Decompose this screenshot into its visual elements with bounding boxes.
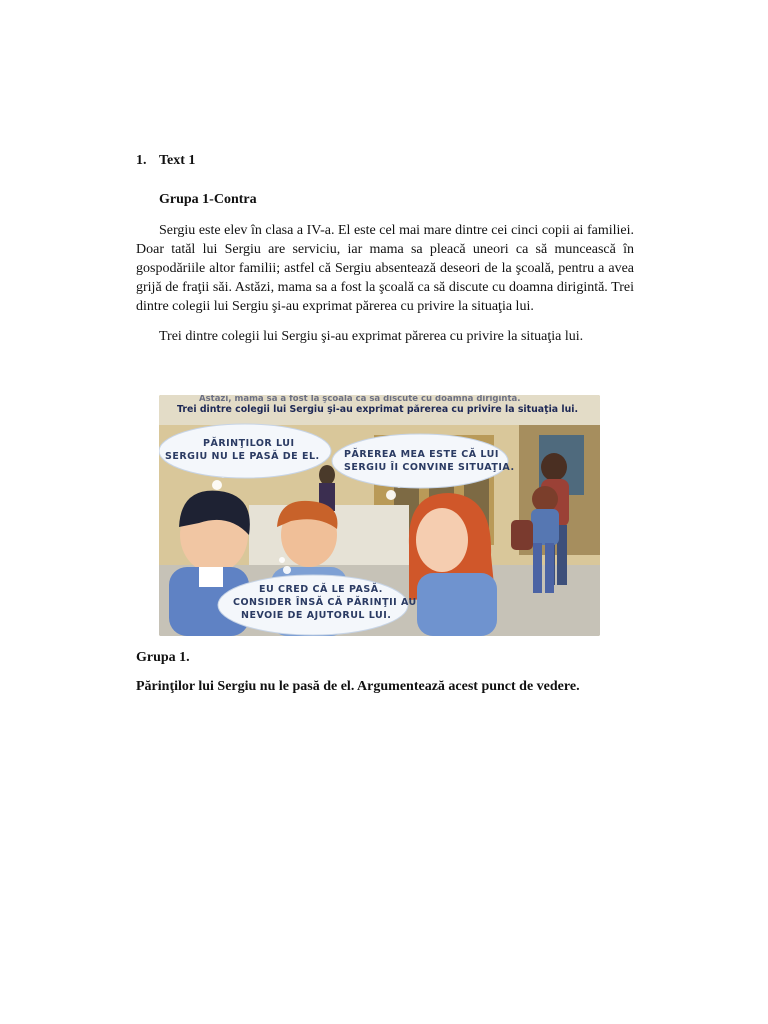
bubble-3-line-2: CONSIDER ÎNSĂ CĂ PĂRINŢII AU	[233, 597, 417, 608]
group-heading: Grupa 1-Contra	[159, 192, 257, 207]
story-paragraph: Sergiu este elev în clasa a IV-a. El este cel mai mare dintre cei cinci copii ai familiei. Doar tatăl lui Sergiu are serviciu, iar mama sa pleacă uneori ca să muncească în gospodăriile altor familii; astfel că Sergiu absentează deseori de la şcoală, pentru a avea grijă de fraţii săi. Astăzi, mama sa a fost la şcoală ca să discute cu doamna dirigintă. Trei dintre colegii lui Sergiu şi-au exprimat părerea cu privire la situaţia lui.	[136, 223, 634, 314]
illustration-caption-partial: Astăzi, mama sa a fost la şcoală ca să discute cu doamna dirigintă.	[199, 395, 521, 404]
list-number: 1.	[136, 153, 147, 168]
bubble-3-line-3: NEVOIE DE AJUTORUL LUI.	[241, 610, 392, 621]
bubble-1-line-2: SERGIU NU LE PASĂ DE EL.	[165, 451, 320, 462]
bubble-3-line-1: EU CRED CĂ LE PASĂ.	[259, 584, 383, 595]
bubble-2-line-1: PĂREREA MEA ESTE CĂ LUI	[344, 449, 499, 460]
group-label: Grupa 1.	[136, 650, 190, 665]
illustration-caption: Trei dintre colegii lui Sergiu şi-au exprimat părerea cu privire la situaţia lui.	[177, 404, 579, 415]
task-statement: Părinţilor lui Sergiu nu le pasă de el. Argumentează acest punct de vedere.	[136, 679, 580, 694]
story-repeat-paragraph: Trei dintre colegii lui Sergiu şi-au exprimat părerea cu privire la situaţia lui.	[159, 329, 584, 344]
bubble-1-line-1: PĂRINŢILOR LUI	[203, 438, 295, 449]
bubble-2-line-2: SERGIU ÎI CONVINE SITUAŢIA.	[344, 462, 515, 473]
text-title: Text 1	[159, 153, 196, 168]
cartoon-illustration	[159, 395, 600, 636]
